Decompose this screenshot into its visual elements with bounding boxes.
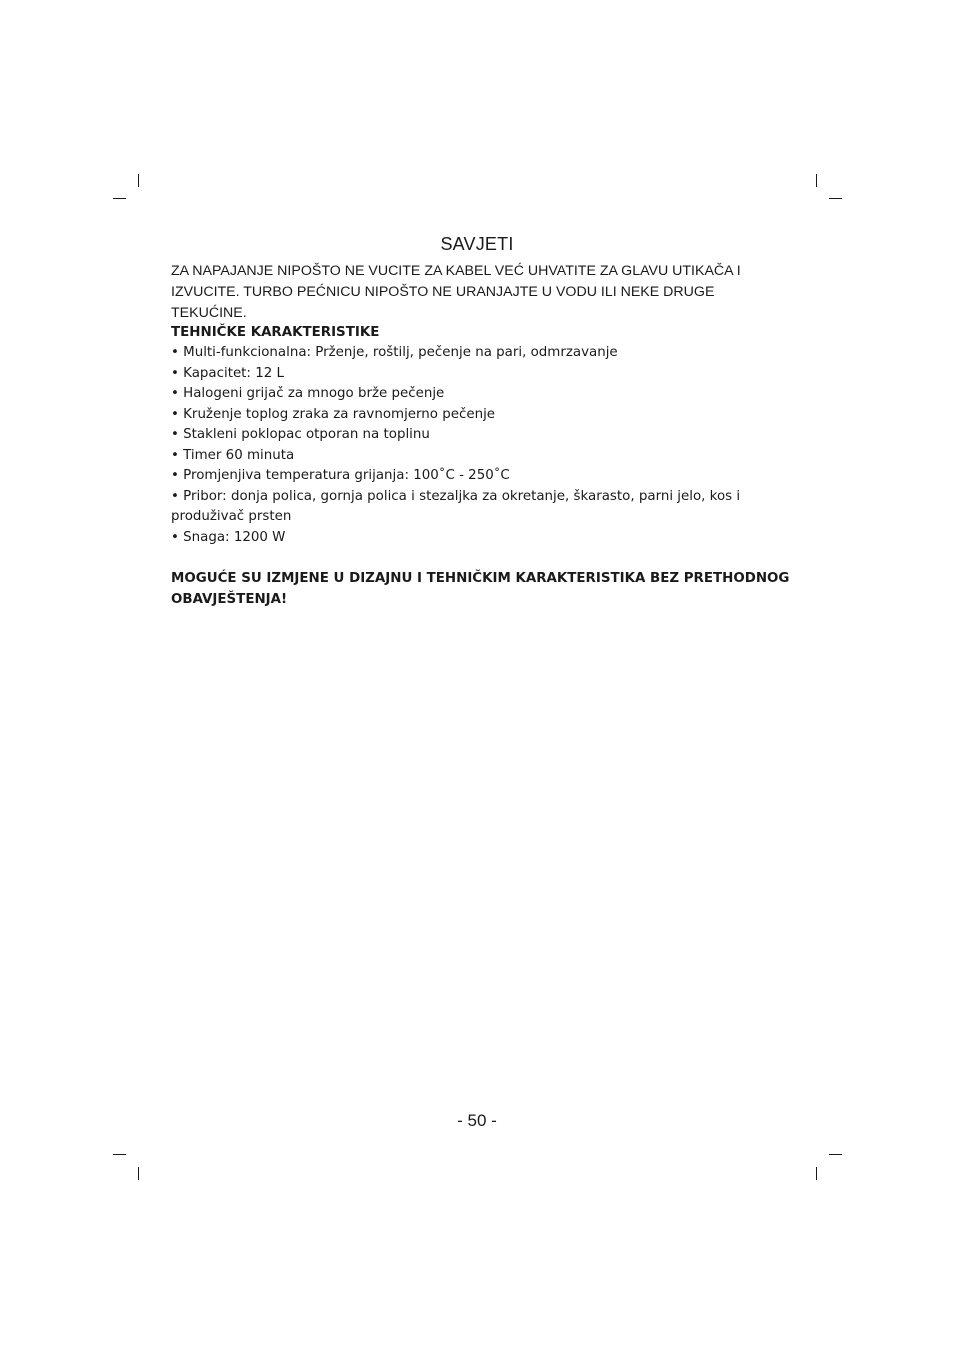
crop-mark-top-left-horizontal (113, 198, 126, 199)
spec-item: • Kapacitet: 12 L (171, 365, 284, 381)
crop-mark-bottom-right-vertical (816, 1167, 817, 1180)
crop-mark-bottom-left-vertical (138, 1167, 139, 1180)
spec-item: • Pribor: donja polica, gornja polica i stezaljka za okretanje, škarasto, parni jelo, kos i produživač prsten (171, 488, 741, 524)
spec-item: • Halogeni grijač za mnogo brže pečenje (171, 386, 445, 401)
intro-paragraph: ZA NAPAJANJE NIPOŠTO NE VUCITE ZA KABEL VEĆ UHVATITE ZA GLAVU UTIKAČA I IZVUCITE. TURBO PEĆNICU NIPOŠTO NE URANJAJTE U VODU ILI NEKE DRUGE TEKUĆINE. (171, 263, 741, 321)
spec-item: • Kruženje toplog zraka za ravnomjerno pečenje (171, 406, 496, 422)
crop-mark-bottom-left-horizontal (113, 1154, 126, 1155)
crop-mark-top-right-vertical (816, 174, 817, 187)
page-number: - 50 - (457, 1111, 497, 1130)
specs-list (171, 343, 791, 548)
spec-item: • Stakleni poklopac otporan na toplinu (171, 427, 430, 442)
crop-mark-top-right-horizontal (829, 198, 842, 199)
spec-item: • Promjenjiva temperatura grijanja: 100˚C - 250˚C (171, 468, 510, 483)
crop-mark-bottom-right-horizontal (829, 1154, 842, 1155)
spec-item: • Timer 60 minuta (171, 447, 295, 463)
crop-mark-top-left-vertical (138, 174, 139, 187)
specs-heading: TEHNIČKE KARAKTERISTIKE (171, 325, 380, 340)
spec-item: • Multi-funkcionalna: Prženje, roštilj, pečenje na pari, odmrzavanje (171, 345, 618, 360)
page-title: SAVJETI (440, 234, 514, 254)
change-notice: MOGUĆE SU IZMJENE U DIZAJNU I TEHNIČKIM KARAKTERISTIKA BEZ PRETHODNOG OBAVJEŠTENJA! (171, 571, 790, 607)
spec-item: • Snaga: 1200 W (171, 529, 286, 545)
